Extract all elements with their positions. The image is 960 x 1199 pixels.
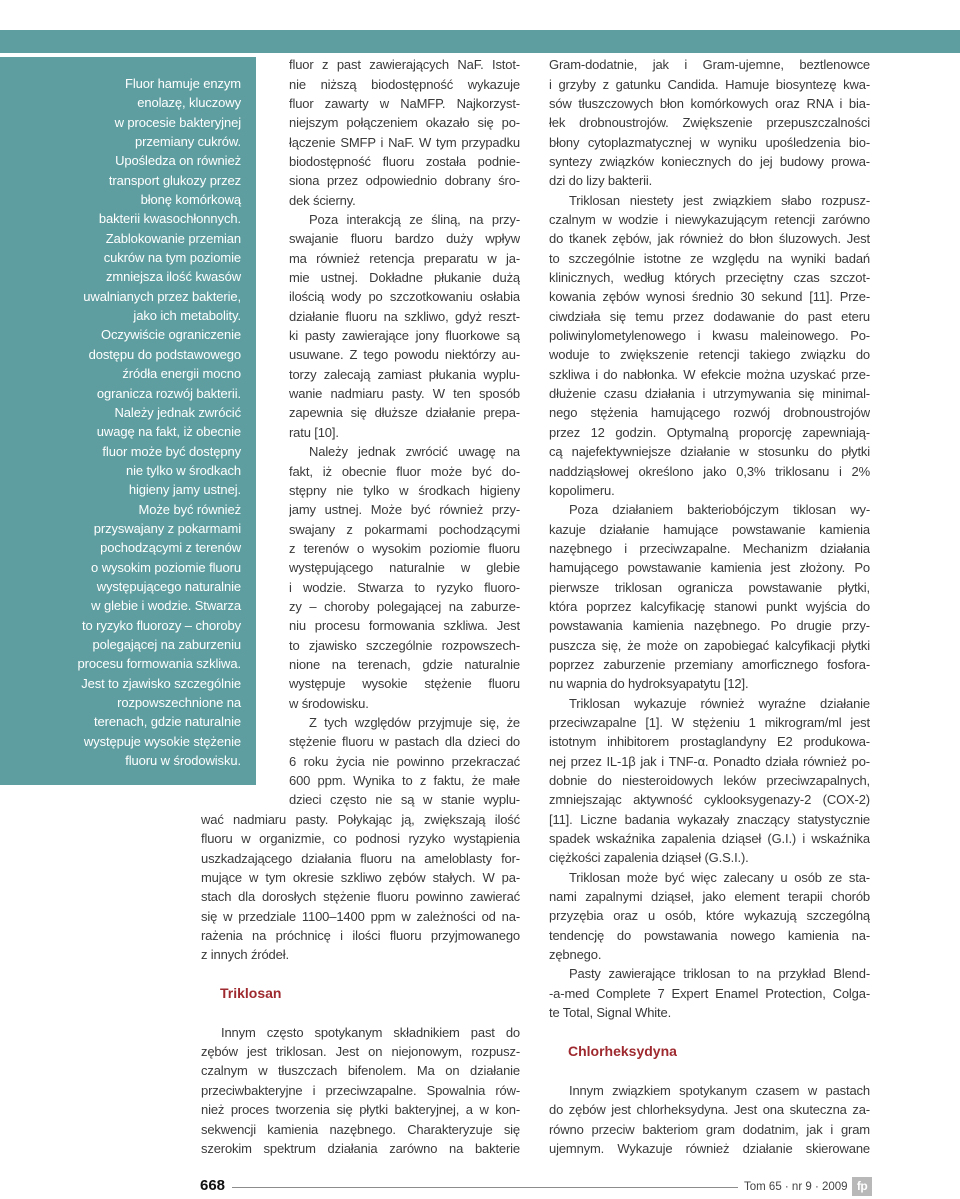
text-line: 600 ppm. Wynika to z faktu, że małe (289, 773, 520, 789)
text-line: Z tych względów przyjmuje się, że (309, 714, 520, 730)
text-line: z innych źródeł. (201, 947, 289, 963)
text-line: zapewnia się dłuższe działanie prepa- (289, 405, 520, 421)
middle-column (289, 55, 520, 809)
text-line: przeciwbakteryjne i przeciwzapalne. Spowalnia rów- (201, 1082, 520, 1098)
text-line: hamującego powstawanie kamienia jest złożony. Po (549, 560, 870, 576)
middle-column-wide (201, 810, 520, 965)
text-line: stach dla dorosłych stężenie fluoru powinno zawierać (201, 889, 520, 905)
text-line: 6 roku życia nie powinno przekraczać (289, 753, 520, 769)
text-line: mie ustnej. Dokładne płukanie dużą (289, 270, 520, 286)
text-line: i grzyby z gatunku Candida. Hamuje biosyntezę kwa- (549, 76, 870, 92)
text-line: czalnym w wodzie i niewykazującym retencji zarówno (549, 212, 870, 228)
text-line: stępny nie tylko w środkach higieny (289, 482, 520, 498)
paragraph (549, 868, 870, 965)
text-line: ki pasty zawierające jony fluorkowe są (289, 328, 520, 344)
sidebar-line: Należy jednak zwrócić (114, 404, 241, 420)
text-line: i wodzie. Stwarza to ryzyko fluoro- (289, 579, 520, 595)
text-line: dobnie do niesteroidowych leków przeciwzapalnych, (549, 773, 870, 789)
text-line: nione na terenach, gdzie naturalnie (289, 656, 520, 672)
text-line: torzy zalecają zamiast płukania wyplu- (289, 366, 520, 382)
text-line: Poza działaniem bakteriobójczym tiklosan wy- (569, 502, 870, 518)
sidebar-line: Jest to zjawisko szczególnie (81, 675, 241, 691)
sidebar-line: ogranicza rozwój bakterii. (96, 385, 241, 401)
text-line: rażenia na próchnicę i ilości fluoru przyjmowanego (201, 928, 520, 943)
text-line: Poza interakcją ze śliną, na przy- (309, 212, 520, 228)
text-line: kowania zębów wynosi średnio 30 sekund [11]. Prze- (549, 289, 870, 305)
text-line: ujemnym. Wykazuje również działanie skierowane (549, 1140, 870, 1156)
text-line: dzi do lizy bakterii. (549, 173, 653, 189)
text-line: nie niższą biodostępność wykazuje (289, 76, 520, 92)
sidebar-line: pochodzącymi z terenów (100, 540, 241, 556)
sidebar-line: terenach, gdzie naturalnie (93, 714, 241, 730)
text-line: usuwane. Z tego powodu niektórzy au- (289, 347, 520, 363)
sidebar-line: cukrów na tym poziomie (103, 250, 241, 266)
sidebar-pull-text (0, 74, 241, 770)
text-line: szerokim spektrum działania zarówno na bakterie (201, 1140, 520, 1156)
paragraph (549, 55, 870, 190)
text-line: -a-med Complete 7 Expert Enamel Protection, Colga- (549, 985, 870, 1001)
text-line: Triklosan wykazuje również wyraźne działanie (569, 695, 870, 711)
text-line: łączenie SMFP i NaF. W tym przypadku (289, 134, 520, 150)
text-line: dzieci często nie są w stanie wyplu- (289, 792, 520, 808)
text-line: ilością wody po szczotkowaniu osłabia (289, 289, 520, 305)
text-line: niu procesu formowania szkliwa. Jest (289, 618, 520, 634)
text-line: biodostępność fluoru została podnie- (289, 154, 520, 170)
sidebar-line: enolazę, kluczowy (137, 95, 241, 111)
text-line: Innym związkiem spotykanym czasem w pastach (569, 1082, 870, 1098)
text-line: uszkadzającego działania fluoru na ameloblasty for- (201, 850, 520, 866)
text-line: błony cytoplazmatycznej w wyniku upośledzenia bio- (549, 134, 870, 150)
text-line: nami zapalnymi dziąseł, jako element terapii chorób (549, 889, 870, 905)
paragraph (201, 1023, 520, 1158)
text-line: wać nadmiaru pasty. Połykając ją, zwiększają ilość (201, 811, 520, 827)
text-line: tendencję do powstawania nowego kamienia na- (549, 927, 870, 943)
paragraph (549, 694, 870, 868)
text-line: czalnym w tłuszczach bifenolem. Ma on działanie (201, 1063, 520, 1079)
text-line: szkliwa i do nabłonka. W efekcie można uzyskać prze- (549, 366, 870, 382)
sidebar-line: dostępu do podstawowego (88, 346, 241, 362)
sidebar-line: źródła energii mocno (122, 366, 241, 382)
text-line: zy – choroby polegającej na zaburze- (289, 598, 520, 614)
text-line: Innym często spotykanym składnikiem past do (221, 1024, 520, 1040)
sidebar-line: w glebie i wodzie. Stwarza (91, 598, 241, 614)
chlorheksydyna-section-text (549, 1081, 870, 1158)
sidebar-line: występuje wysokie stężenie (83, 733, 241, 749)
text-line: pierwsze triklosan ogranicza powstawanie płytki, (549, 579, 870, 595)
text-line: woduje to zwiększenie retencji takiego związku do (549, 347, 870, 363)
sidebar-line: transport glukozy przez (108, 172, 241, 188)
sidebar-line: przyswajany z pokarmami (93, 520, 241, 536)
text-line: swajany z pokarmami pochodzącymi (289, 521, 520, 537)
text-line: Triklosan niestety jest związkiem słabo rozpusz- (569, 192, 870, 208)
text-line: fluoru w organizmie, co podnosi ryzyko wystąpienia (201, 831, 520, 847)
text-line: jamy ustnej. Może być również przy- (289, 502, 520, 518)
text-line: przeciwzapalne [1]. W stężeniu 1 mikrogram/ml jest (549, 714, 870, 730)
text-line: fakt, iż obecnie fluor może być do- (289, 463, 520, 479)
text-line: te Total, Signal White. (549, 1005, 672, 1021)
text-line: ciwdziała się temu przez dodawanie do past eteru (549, 308, 870, 324)
text-line: swajanie fluoru bardzo duży wpływ (289, 231, 520, 247)
paragraph (201, 810, 520, 965)
triklosan-section-text (201, 1023, 520, 1158)
sidebar-line: o wysokim poziomie fluoru (91, 559, 241, 575)
page-number: 668 (200, 1177, 226, 1194)
sidebar-line: Zablokowanie przemian (105, 230, 241, 246)
text-line: ma również retencja preparatu w ja- (289, 250, 520, 266)
text-line: sów tłuszczowych błon komórkowych oraz RNA i bia- (549, 95, 870, 111)
text-line: zębów jest triklosan. Jest on niejonowym, rozpusz- (201, 1044, 520, 1060)
journal-logo: fp (852, 1177, 872, 1196)
text-line: kopolimeru. (549, 482, 615, 498)
sidebar-line: rozpowszechnione na (117, 695, 241, 710)
text-line: spadek wskaźnika zapalenia dziąseł (G.I.) i wskaźnika (549, 831, 870, 847)
text-line: ciężkości zapalenia dziąseł (G.S.I.). (549, 850, 749, 866)
text-line: występującego naturalnie w glebie (289, 560, 520, 576)
text-line: która poprzez kalcyfikację stanowi punkt wyjścia do (549, 598, 870, 614)
text-line: siona przez odpowiednio dobrany śro- (289, 173, 520, 189)
sidebar-line: higieny jamy ustnej. (128, 482, 241, 498)
paragraph (549, 964, 870, 1022)
text-line: mujące w tym okresie szkliwo zębów stałych. W pa- (201, 869, 520, 885)
text-line: klinicznych, według których przeciętny czas szczot- (549, 270, 870, 286)
text-line: nu wapnia do hydroksyapatytu [12]. (549, 676, 749, 692)
sidebar-line: procesu formowania szkliwa. (77, 656, 241, 672)
section-heading-chlorheksydyna: Chlorheksydyna (568, 1043, 677, 1060)
text-line: dek ścierny. (289, 192, 356, 208)
paragraph (289, 210, 520, 442)
text-line: powstawania kamienia nazębnego. Po drugie przy- (549, 618, 870, 634)
text-line: cą najefektywniejsze działanie w stosunku do płytki (549, 444, 870, 460)
sidebar-line: Może być również (138, 501, 241, 517)
text-line: to szczególnie istotne ze względu na wyniki badań (549, 250, 870, 266)
text-line: występuje wysokie stężenie fluoru (289, 676, 520, 692)
sidebar-line: nie tylko w środkach (125, 462, 241, 478)
paragraph (549, 191, 870, 501)
sidebar-box (0, 57, 256, 785)
text-line: Gram-dodatnie, jak i Gram-ujemne, beztlenowce (549, 57, 870, 73)
text-line: z terenów o wysokim poziomie fluoru (289, 540, 520, 556)
sidebar-line: bakterii kwasochłonnych. (98, 211, 241, 227)
text-line: przez 12 godzin. Optymalną proporcję zapewniają- (549, 424, 870, 440)
text-line: przyzębia oraz u osób, które wykazują szczególną (549, 908, 870, 924)
sidebar-line: uwalnianych przez bakterie, (83, 288, 241, 304)
issue-info: Tom 65 · nr 9 · 2009 (744, 1181, 848, 1193)
sidebar-line: Fluor hamuje enzym (125, 76, 241, 91)
text-line: nego stężenia hamującego rozwój drobnoustrojów (549, 405, 870, 421)
text-line: Triklosan może być więc zalecany u osób ze sta- (569, 869, 870, 885)
sidebar-line: jako ich metabolity. (133, 308, 241, 324)
text-line: się w przedziale 1100–1400 ppm w zależności od na- (201, 908, 520, 924)
text-line: zmniejszając aktywność cyklooksygenazy-2 (COX-2) (549, 792, 870, 808)
sidebar-line: błonę komórkową (140, 192, 241, 208)
sidebar-line: w procesie bakteryjnej (114, 114, 241, 130)
text-line: nież proces tworzenia się płytki bakteryjnej, a w kon- (201, 1102, 520, 1118)
text-line: Należy jednak zwrócić uwagę na (309, 444, 520, 460)
sidebar-line: polegającej na zaburzeniu (92, 636, 241, 652)
text-line: działanie fluoru na szkliwo, gdyż reszt- (289, 308, 520, 324)
text-line: ratu [10]. (289, 424, 339, 440)
text-line: poliwinylometylenowego i kwasu maleinowego. Po- (549, 328, 870, 344)
text-line: dłużenie czasu działania i utrzymywania się minimal- (549, 386, 870, 402)
footer-rule (232, 1187, 738, 1188)
text-line: nazębnego i przeciwzapalne. Mechanizm działania (549, 540, 870, 556)
text-line: puszcza się, że może on zapobiegać kalcyfikacji płytki (549, 637, 870, 653)
text-line: równo przeciw bakteriom gram dodatnim, jak i gram (549, 1121, 870, 1137)
sidebar-line: to ryzyko fluorozy – choroby (81, 617, 241, 633)
text-line: [11]. Liczne badania wykazały znaczący statystycznie (549, 811, 870, 827)
sidebar-line: przemiany cukrów. (135, 134, 241, 150)
paragraph (549, 500, 870, 693)
text-line: fluor z past zawierających NaF. Istot- (289, 57, 520, 73)
text-line: wanie nadmiaru pasty. W ten sposób (289, 386, 520, 402)
text-line: niejszym połączeniem okazało się po- (289, 115, 520, 131)
text-line: fluor zawarty w NaMFP. Najkorzyst- (289, 95, 520, 111)
sidebar-line: występującego naturalnie (96, 578, 241, 594)
text-line: syntezy związków koniecznych do jej budowy prowa- (549, 154, 870, 170)
right-column (549, 55, 870, 1022)
sidebar-line: zmniejsza ilość kwasów (105, 269, 241, 285)
text-line: stężenie fluoru w pastach dla dzieci do (289, 734, 520, 750)
text-line: do zębów jest chlorheksydyna. Jest ona skuteczna za- (549, 1102, 870, 1118)
text-line: naddziąsłowej określono jako 0,3% triklosanu i 2% (549, 463, 870, 479)
paragraph (289, 713, 520, 810)
sidebar-line: uwagę na fakt, iż obecnie (96, 424, 241, 440)
text-line: nej przez IL-1β jak i TNF-α. Ponadto działa również po- (549, 753, 870, 769)
sidebar-line: fluoru w środowisku. (125, 753, 241, 769)
text-line: kazuje działanie hamujące powstawanie kamienia (549, 521, 870, 537)
paragraph (289, 55, 520, 210)
sidebar-line: Oczywiście ograniczenie (100, 327, 241, 343)
text-line: to zjawisko szczególnie rozpowszech- (289, 637, 520, 653)
sidebar-line: Upośledza on również (115, 153, 241, 169)
text-line: poprzez zaburzenie przemiany amorficznego fosfora- (549, 656, 870, 672)
text-line: sekwencji kamienia nazębnego. Charakteryzuje się (201, 1121, 520, 1137)
section-heading-triklosan: Triklosan (220, 985, 282, 1002)
sidebar-line: fluor może być dostępny (102, 443, 241, 459)
text-line: zębnego. (549, 947, 602, 963)
text-line: istotnym inhibitorem prostaglandyny E2 produkowa- (549, 734, 870, 750)
text-line: do tkanek zębów, jak również do błon śluzowych. Jest (549, 231, 870, 247)
paragraph (549, 1081, 870, 1158)
text-line: łek drobnoustrojów. Zwiększenie przepuszczalności (549, 115, 870, 131)
paragraph (289, 442, 520, 713)
text-line: w środowisku. (289, 695, 369, 711)
header-band (0, 30, 960, 53)
text-line: Pasty zawierające triklosan to na przykład Blend- (569, 966, 870, 982)
